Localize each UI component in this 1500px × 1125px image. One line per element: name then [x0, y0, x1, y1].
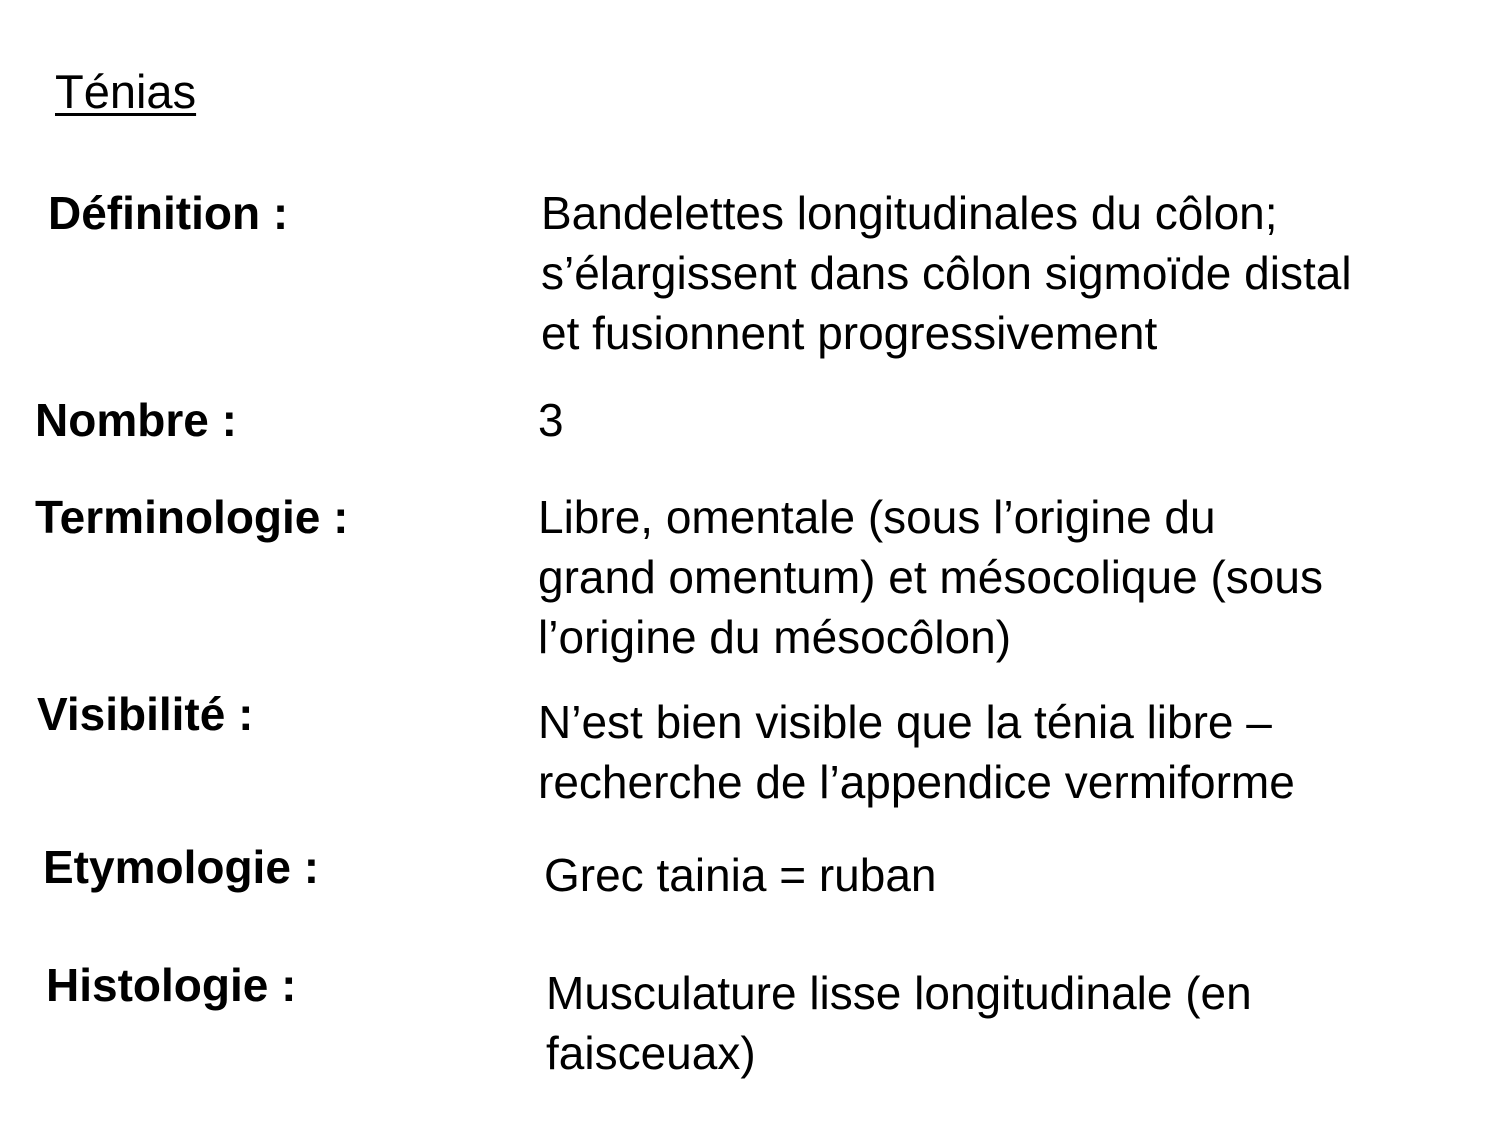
terminologie-line: Libre, omentale (sous l’origine du: [538, 491, 1216, 543]
nombre-line: 3: [538, 394, 564, 446]
histologie-label: Histologie :: [46, 959, 297, 1011]
definition-value: [541, 183, 1352, 363]
visibilite-line: recherche de l’appendice vermiforme: [538, 756, 1295, 808]
etymologie-line: Grec tainia = ruban: [544, 849, 937, 901]
histologie-line: Musculature lisse longitudinale (en: [546, 967, 1252, 1019]
terminologie-label: Terminologie :: [35, 491, 349, 543]
definition-line: et fusionnent progressivement: [541, 307, 1158, 359]
visibilite-line: N’est bien visible que la ténia libre –: [538, 696, 1272, 748]
etymologie-value: [544, 845, 937, 905]
terminologie-line: l’origine du mésocôlon): [538, 611, 1012, 663]
definition-line: s’élargissent dans côlon sigmoïde distal: [541, 247, 1352, 299]
histologie-value: [546, 963, 1252, 1083]
terminologie-line: grand omentum) et mésocolique (sous: [538, 551, 1323, 603]
visibilite-value: [538, 692, 1295, 812]
histologie-line: faisceuax): [546, 1027, 756, 1079]
visibilite-label: Visibilité :: [37, 688, 254, 740]
definition-line: Bandelettes longitudinales du côlon;: [541, 187, 1278, 239]
page-title: Ténias: [55, 65, 197, 118]
nombre-label: Nombre :: [35, 394, 237, 446]
terminologie-value: [538, 487, 1323, 667]
definition-label: Définition :: [48, 187, 289, 239]
nombre-value: [538, 390, 564, 450]
etymologie-label: Etymologie :: [43, 841, 320, 893]
